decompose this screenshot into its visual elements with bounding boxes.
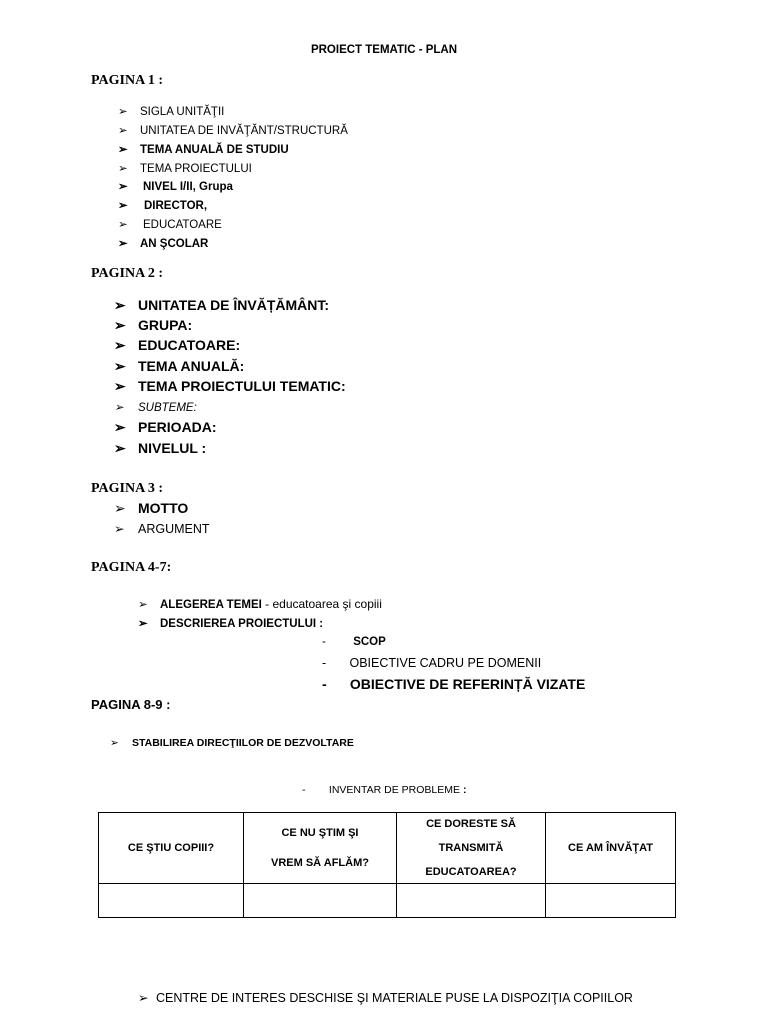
list-item-label: TEMA PROIECTULUI TEMATIC: xyxy=(138,378,346,394)
list-item-label: NIVELUL : xyxy=(138,440,207,456)
page1-heading: PAGINA 1 : xyxy=(91,73,164,88)
arrow-bullet-icon: ➢ xyxy=(118,106,128,118)
arrow-bullet-icon: ➢ xyxy=(138,991,149,1005)
list-item-label: TEMA ANUALĂ DE STUDIU xyxy=(140,144,289,156)
page89-item-stabilirea xyxy=(110,737,354,749)
dash-bullet-icon: - xyxy=(302,784,306,796)
page47-subitem-obiective-cadru xyxy=(322,656,541,670)
inventory-table xyxy=(98,812,676,918)
arrow-bullet-icon: ➢ xyxy=(118,200,128,212)
table-cell xyxy=(244,884,397,918)
arrow-bullet-icon: ➢ xyxy=(138,618,148,630)
list-item-label: MOTTO xyxy=(138,500,189,516)
page1-item-tema-anuala xyxy=(118,142,289,156)
list-item-label: AN ŞCOLAR xyxy=(140,238,209,250)
list-item-label: GRUPA: xyxy=(138,317,193,333)
arrow-bullet-icon: ➢ xyxy=(114,337,126,353)
list-item-label: ARGUMENT xyxy=(138,522,210,536)
page3-item-argument xyxy=(114,521,210,536)
page89-heading: PAGINA 8-9 : xyxy=(91,697,171,712)
footer-item-centre xyxy=(138,990,633,1005)
page2-heading: PAGINA 2 : xyxy=(91,266,164,281)
header-line: CE NU ŞTIM ŞI xyxy=(281,827,359,839)
inventory-label: INVENTAR DE PROBLEME xyxy=(328,784,461,796)
arrow-bullet-icon: ➢ xyxy=(118,125,128,137)
page1-item-sigla xyxy=(118,104,224,118)
page47-subitem-scop xyxy=(322,636,386,648)
page1-item-unitate xyxy=(118,123,348,137)
table-cell xyxy=(99,884,244,918)
arrow-bullet-icon: ➢ xyxy=(110,737,119,749)
list-item-label: UNITATEA DE ÎNVĂȚĂMÂNT: xyxy=(138,297,330,313)
list-item-label: EDUCATOARE: xyxy=(138,337,241,353)
inventory-colon: : xyxy=(462,784,467,796)
table-row xyxy=(99,884,676,918)
inventory-label-line xyxy=(302,784,466,796)
list-item-label: DESCRIEREA PROIECTULUI : xyxy=(160,618,324,630)
arrow-bullet-icon: ➢ xyxy=(138,599,148,611)
arrow-bullet-icon: ➢ xyxy=(118,181,128,193)
list-item-label: TEMA PROIECTULUI xyxy=(140,163,252,175)
arrow-bullet-icon: ➢ xyxy=(114,358,126,374)
arrow-bullet-icon: ➢ xyxy=(114,297,126,313)
arrow-bullet-icon: ➢ xyxy=(118,163,128,175)
table-cell xyxy=(397,884,546,918)
page2-item-unitate xyxy=(114,297,329,314)
header-line: CE AM ÎNVĂŢAT xyxy=(568,842,653,854)
list-item-label: UNITATEA DE INVĂŢĂNT/STRUCTURĂ xyxy=(140,125,348,137)
table-header-row xyxy=(99,813,676,884)
list-item-label: NIVEL I/II, Grupa xyxy=(143,181,233,193)
page2-item-grupa xyxy=(114,317,192,334)
page47-item-descrierea xyxy=(138,616,323,630)
document-title: PROIECT TEMATIC - PLAN xyxy=(310,44,458,56)
list-item-label: ALEGEREA TEMEI xyxy=(160,599,262,611)
arrow-bullet-icon: ➢ xyxy=(114,378,126,394)
header-line: EDUCATOAREA? xyxy=(425,866,517,878)
list-item-label: CENTRE DE INTERES DESCHISE ŞI MATERIALE PUSE LA DISPOZIŢIA COPIILOR xyxy=(156,991,633,1005)
header-line: VREM SĂ AFLĂM? xyxy=(271,857,369,869)
table-header-cell xyxy=(397,813,546,884)
arrow-bullet-icon: ➢ xyxy=(114,522,125,536)
page2-item-perioada xyxy=(114,419,217,436)
page1-item-an-scolar xyxy=(118,236,208,250)
page47-heading: PAGINA 4-7: xyxy=(91,560,172,575)
list-item-label: STABILIREA DIRECŢIILOR DE DEZVOLTARE xyxy=(132,737,354,749)
page1-item-nivel xyxy=(118,179,233,193)
page2-item-subteme xyxy=(114,400,197,414)
dash-bullet-icon: - xyxy=(322,656,327,670)
page3-item-motto xyxy=(114,500,188,517)
page1-item-educatoare xyxy=(118,217,222,231)
list-item-label: TEMA ANUALĂ: xyxy=(138,358,245,374)
list-item-label: OBIECTIVE CADRU PE DOMENII xyxy=(349,656,542,670)
list-item-label: PERIOADA: xyxy=(138,419,217,435)
page1-item-tema-proiectului xyxy=(118,161,252,175)
page2-item-educatoare xyxy=(114,337,240,354)
list-item-label: OBIECTIVE DE REFERINȚĂ VIZATE xyxy=(349,676,586,692)
header-line: TRANSMITĂ xyxy=(438,842,504,854)
arrow-bullet-icon: ➢ xyxy=(114,500,126,516)
table-header-cell xyxy=(244,813,397,884)
table-cell xyxy=(546,884,676,918)
header-line: CE ŞTIU COPIII? xyxy=(127,842,215,854)
arrow-bullet-icon: ➢ xyxy=(118,219,128,231)
list-item-label: SIGLA UNITĂŢII xyxy=(140,106,225,118)
page2-item-tema-anuala xyxy=(114,358,244,375)
arrow-bullet-icon: ➢ xyxy=(118,238,128,250)
arrow-bullet-icon: ➢ xyxy=(114,402,124,414)
page2-item-tema-proiectului xyxy=(114,378,346,395)
list-item-label: EDUCATOARE xyxy=(143,219,222,231)
header-line: CE DORESTE SĂ xyxy=(426,818,516,830)
page47-subitem-obiective-referinta xyxy=(322,676,585,692)
list-item-label: DIRECTOR, xyxy=(144,200,208,212)
page47-item-alegerea xyxy=(138,597,382,611)
arrow-bullet-icon: ➢ xyxy=(118,144,128,156)
arrow-bullet-icon: ➢ xyxy=(114,440,126,456)
dash-bullet-icon: - xyxy=(322,636,326,648)
dash-bullet-icon: - xyxy=(322,676,327,692)
list-item-label: SCOP xyxy=(353,636,386,648)
page1-item-director xyxy=(118,198,207,212)
list-item-suffix: - educatoarea şi copiii xyxy=(261,597,382,611)
list-item-label: SUBTEME: xyxy=(138,402,197,414)
arrow-bullet-icon: ➢ xyxy=(114,419,126,435)
table-header-cell xyxy=(546,813,676,884)
page3-heading: PAGINA 3 : xyxy=(91,481,164,496)
table-header-cell xyxy=(99,813,244,884)
arrow-bullet-icon: ➢ xyxy=(114,317,126,333)
page2-item-nivelul xyxy=(114,440,206,457)
